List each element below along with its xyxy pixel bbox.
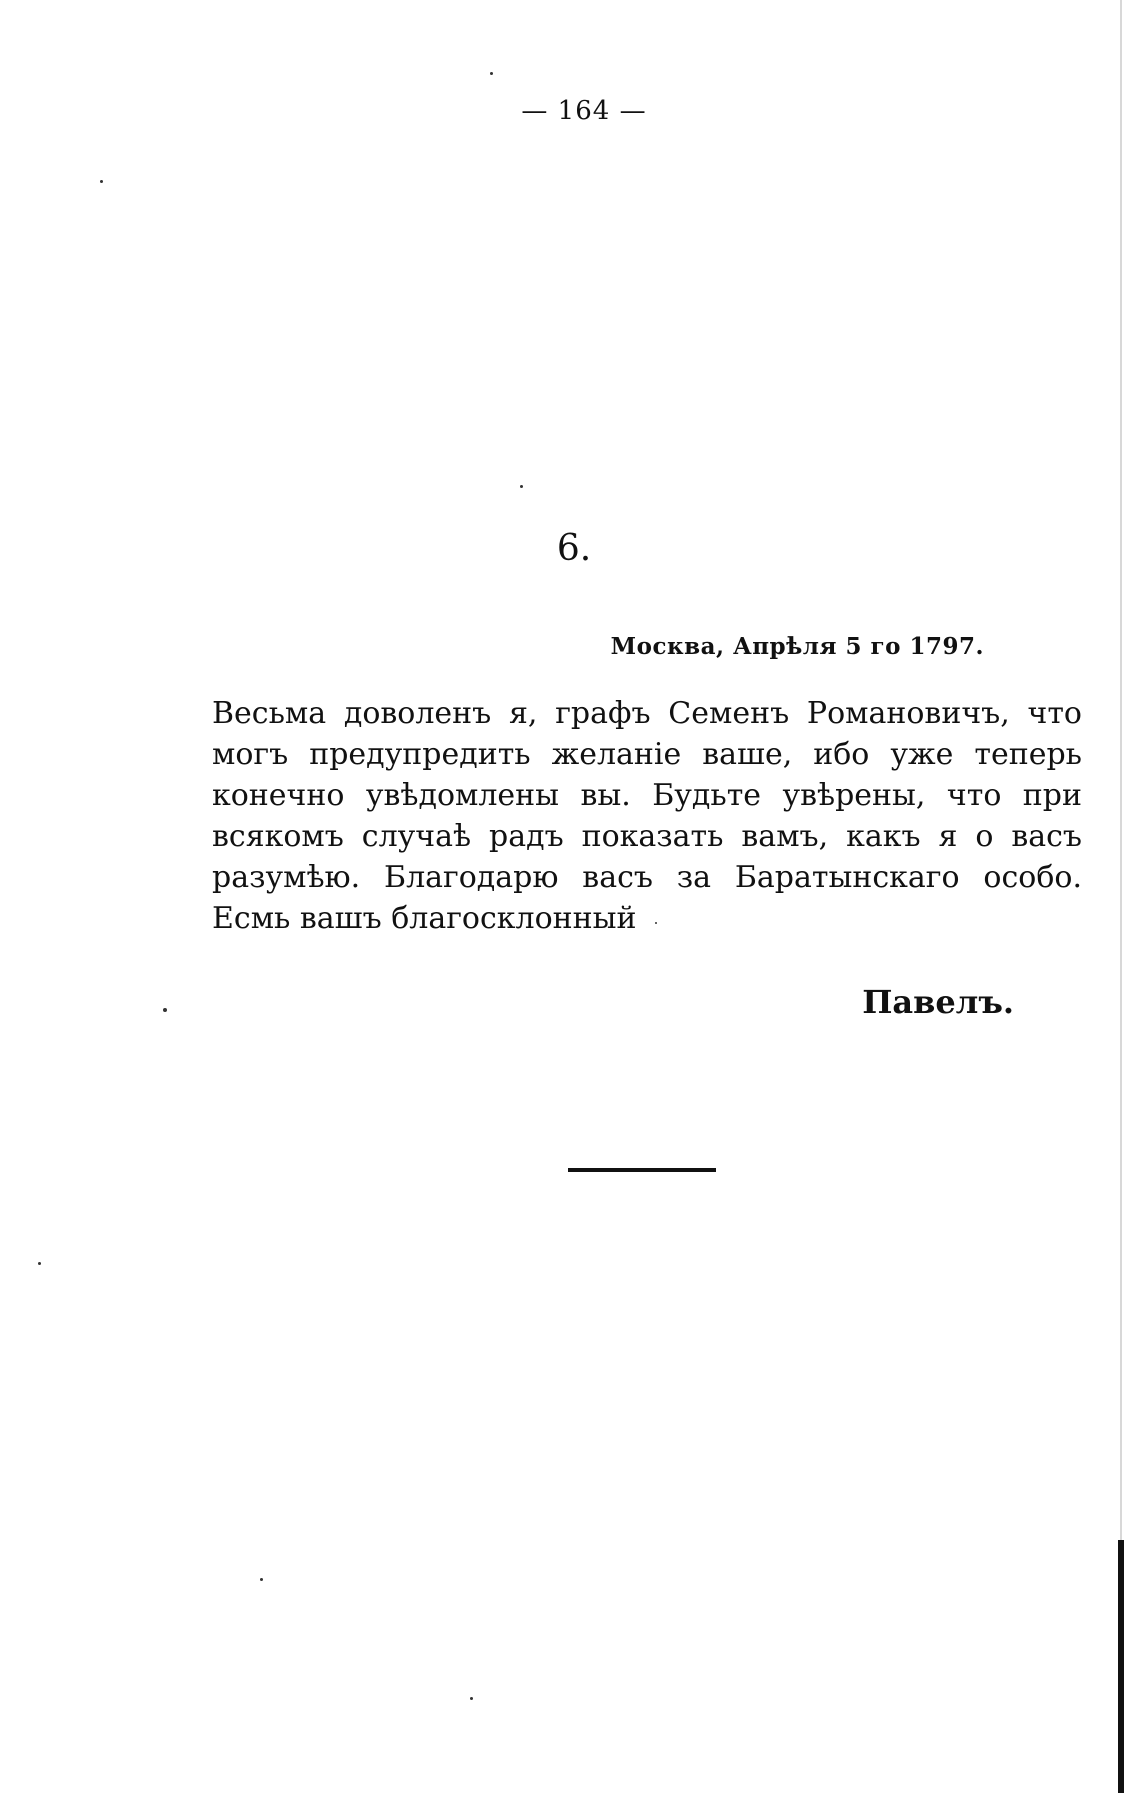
letter-body — [212, 693, 1082, 939]
scan-speck — [520, 485, 523, 488]
scan-speck — [38, 1262, 41, 1265]
page-edge-shadow — [1118, 1540, 1124, 1793]
body-line: конечно увѣдомлены вы. Будьте увѣрены, что при — [212, 778, 1082, 813]
scan-speck — [490, 72, 493, 75]
scan-speck — [163, 1008, 167, 1012]
scan-speck — [655, 922, 657, 924]
letter-number: 6. — [556, 528, 592, 569]
body-line: всякомъ случаѣ радъ показать вамъ, какъ я о васъ — [212, 819, 1082, 854]
page-number — [0, 96, 1140, 126]
scan-speck — [260, 1578, 263, 1581]
dateline: Москва, Апрѣля 5 го 1797. — [610, 633, 984, 660]
body-line: Есмь вашъ благосклонный — [212, 901, 637, 936]
scan-speck — [100, 180, 103, 183]
scan-speck — [470, 1697, 473, 1700]
signature: Павелъ. — [862, 983, 1014, 1021]
body-line: Весьма доволенъ я, графъ Семенъ Романовичъ, что — [212, 696, 1082, 731]
body-line: могъ предупредить желаніе ваше, ибо уже теперь — [212, 737, 1082, 772]
page-number-text: — 164 — — [521, 96, 647, 126]
section-divider — [568, 1168, 716, 1172]
body-line: разумѣю. Благодарю васъ за Баратынскаго особо. — [212, 860, 1082, 895]
page-edge-rule — [1120, 0, 1122, 1793]
